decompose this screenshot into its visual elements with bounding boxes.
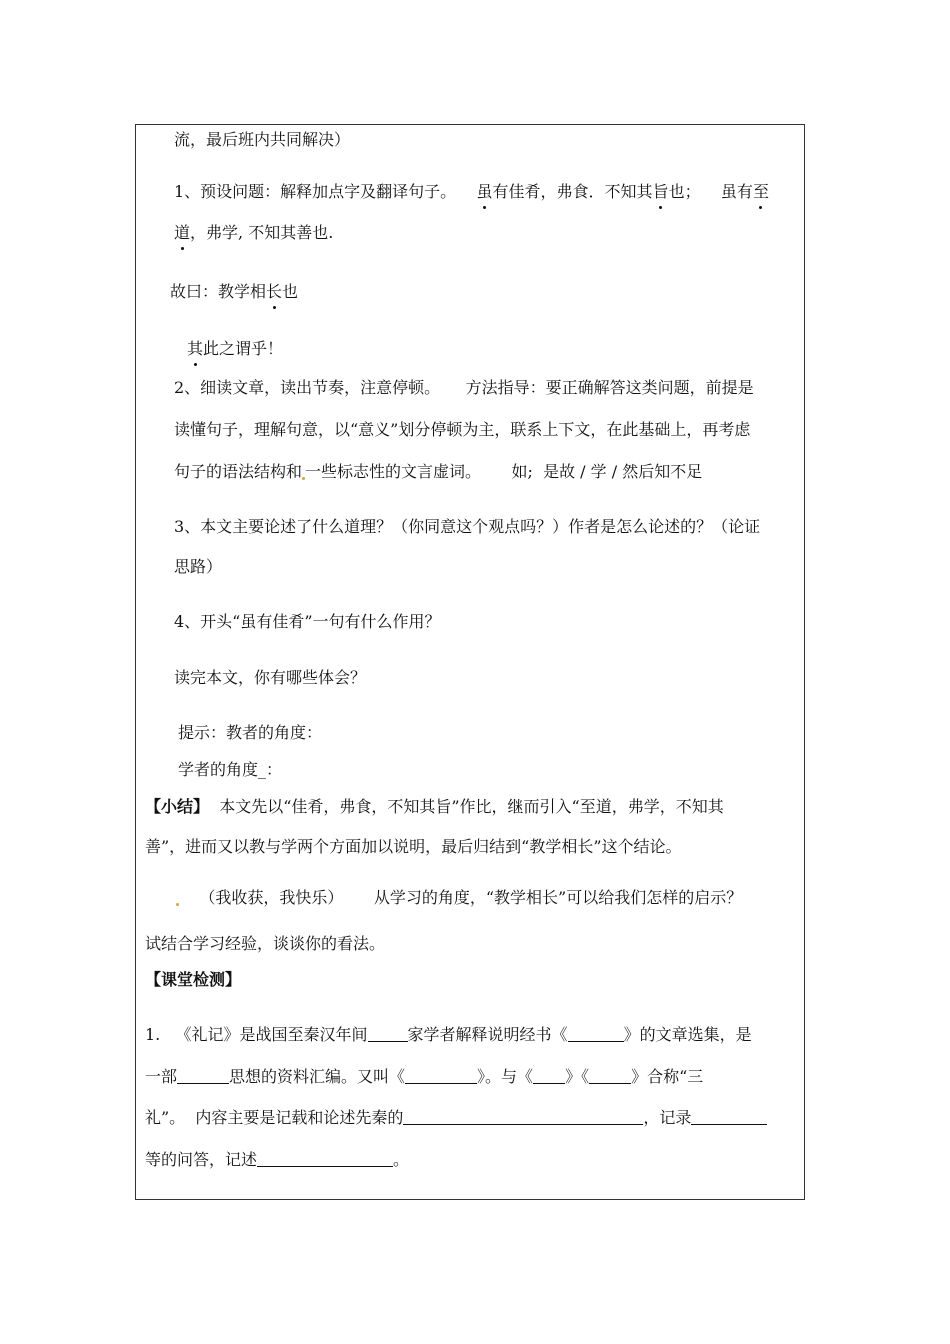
- text: 也: [282, 282, 299, 301]
- check-q1-line-2: [145, 1067, 703, 1087]
- harvest-line: [176, 888, 742, 908]
- text: 故曰：教学相: [170, 282, 267, 301]
- text: 此之谓乎！: [203, 339, 284, 358]
- text: 1、预设问题：解释加点字及翻译句子。: [174, 182, 477, 201]
- answer-blank[interactable]: [568, 1025, 624, 1042]
- text: ，记录: [643, 1108, 692, 1127]
- question-number: 1.: [145, 1025, 161, 1044]
- text: 》《: [565, 1067, 590, 1086]
- dotted-char: 至: [752, 182, 769, 201]
- question-1-line-2: [174, 223, 333, 243]
- check-q1-line-3: [145, 1108, 767, 1128]
- text: （我收获，我快乐） 从学习的角度，“教学相长”可以给我们怎样的启示？: [199, 888, 743, 907]
- qi-ci-line: [187, 339, 283, 359]
- text: 一部: [145, 1067, 178, 1086]
- dotted-char: 虽: [476, 182, 493, 201]
- answer-blank[interactable]: [403, 1108, 643, 1125]
- dotted-char: 长: [266, 282, 283, 301]
- hint-learner: 学者的角度_：: [178, 760, 283, 779]
- text: 等的问答，记述: [145, 1150, 258, 1169]
- text: 》合称“三: [631, 1067, 704, 1086]
- check-q1-line-4: [145, 1150, 409, 1170]
- text-line: 流，最后班内共同解决）: [174, 130, 351, 149]
- summary-label: 【小结】: [145, 797, 210, 816]
- answer-blank[interactable]: [405, 1067, 477, 1084]
- answer-blank[interactable]: [691, 1108, 767, 1125]
- check-q1-line: [145, 1025, 752, 1045]
- text: 思想的资料汇编。又叫: [229, 1067, 390, 1086]
- text: 。: [393, 1150, 410, 1169]
- dotted-char: 旨: [652, 182, 669, 201]
- answer-blank[interactable]: [533, 1067, 565, 1084]
- hint-teacher: 提示：教者的角度：: [178, 723, 323, 742]
- dotted-char: 道: [174, 223, 191, 242]
- text: 也； 虽有: [668, 182, 753, 201]
- answer-blank[interactable]: [589, 1067, 631, 1084]
- summary-line: [145, 797, 724, 817]
- text: 》。与《: [477, 1067, 534, 1086]
- answer-blank[interactable]: [177, 1067, 229, 1084]
- question-1-line: [174, 182, 769, 202]
- text: 句子的语法结构和: [174, 462, 303, 481]
- reflection-line: 读完本文，你有哪些体会？: [174, 668, 367, 687]
- text: 家学者解释说明经书《: [407, 1025, 568, 1044]
- dotted-char: 其: [187, 339, 204, 358]
- question-2-line-3: [174, 462, 702, 482]
- summary-line-2: 善”，进而又以教与学两个方面加以说明，最后归结到“教学相长”这个结论。: [145, 837, 682, 856]
- answer-blank[interactable]: [368, 1025, 408, 1042]
- question-3-line-2: 思路）: [174, 557, 223, 576]
- question-3-line: 3、本文主要论述了什么道理？（你同意这个观点吗？）作者是怎么论述的？（论证: [174, 517, 761, 536]
- text: 一些标志性的文言虚词。 如; 是故 / 学 / 然后知不足: [305, 462, 703, 481]
- text: 《: [389, 1067, 406, 1086]
- question-4-line: 4、开头“虽有佳肴”一句有什么作用？: [174, 612, 441, 631]
- check-label: 【课堂检测】: [145, 970, 242, 989]
- answer-blank[interactable]: [257, 1150, 393, 1167]
- text: 》的文章选集，是: [623, 1025, 752, 1044]
- text: 礼”。 内容主要是记载和论述先秦的: [145, 1108, 404, 1127]
- question-2-line: 2、细读文章，读出节奏，注意停顿。 方法指导：要正确解答这类问题，前提是: [174, 378, 754, 397]
- text: 本文先以“佳肴，弗食，不知其旨”作比，继而引入“至道，弗学，不知其: [209, 797, 724, 816]
- question-2-line-2: 读懂句子，理解句意，以“意义”划分停顿为主，联系上下文，在此基础上，再考虑: [174, 420, 751, 439]
- text: 《礼记》是战国至秦汉年间: [175, 1025, 368, 1044]
- gu-yue-line: [170, 282, 298, 302]
- harvest-line-2: 试结合学习经验，谈谈你的看法。: [145, 934, 386, 953]
- text: ，弗学, 不知其善也.: [190, 223, 334, 242]
- text: 有佳肴，弗食．不知其: [492, 182, 653, 201]
- text: [179, 888, 199, 907]
